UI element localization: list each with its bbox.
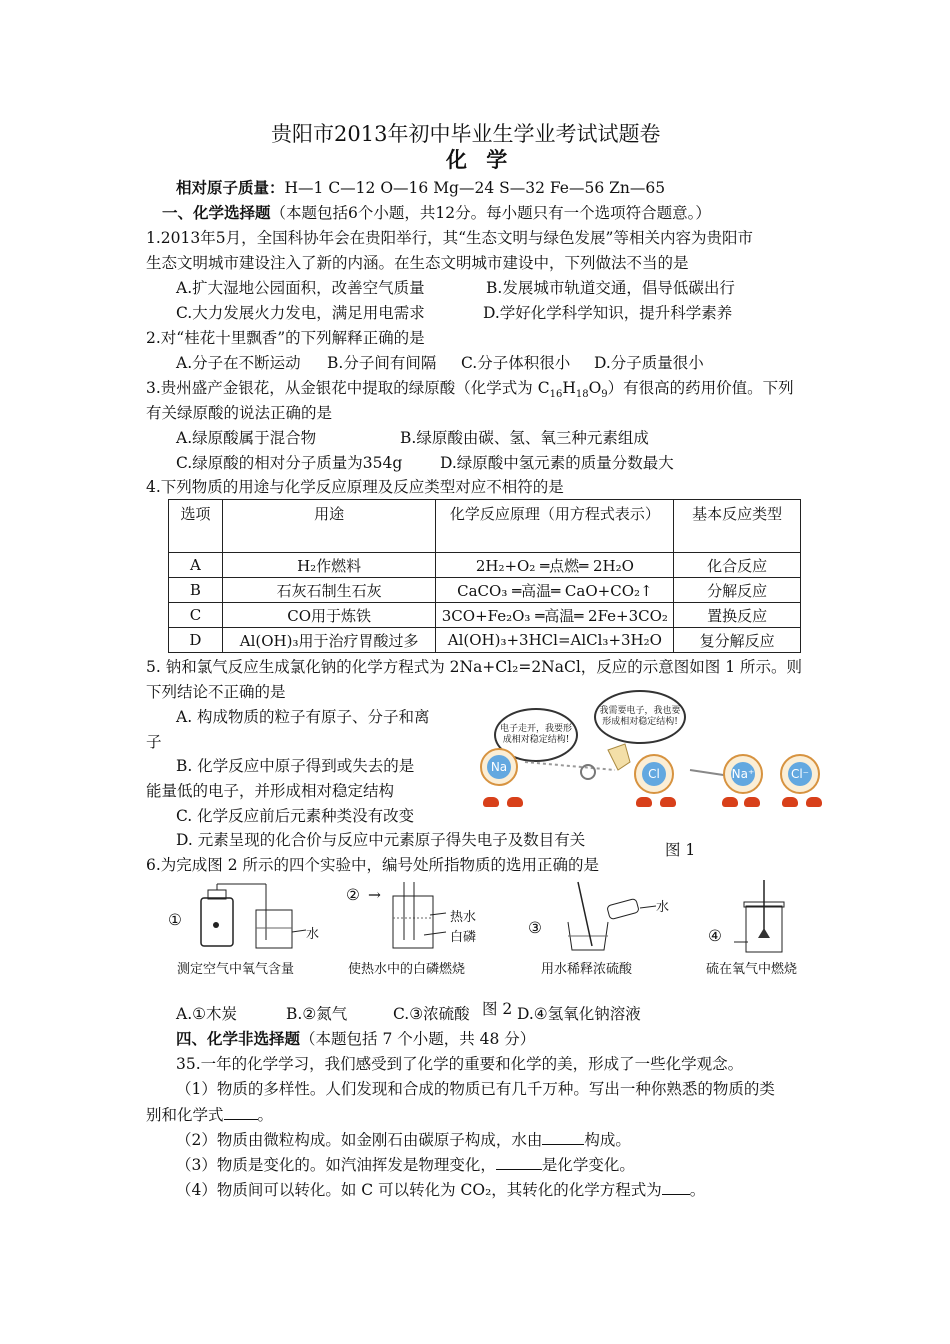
answer-blank[interactable]	[224, 1104, 258, 1120]
q2-stem: 2.对“桂花十里飘香”的下列解释正确的是	[146, 329, 425, 347]
q6-option-c: C.③浓硫酸	[393, 1005, 470, 1023]
q3-h: H	[562, 379, 576, 397]
q1-line2: 生态文明城市建设注入了新的内涵。在生态文明城市建设中，下列做法不当的是	[146, 254, 689, 272]
q4-header-use: 用途	[222, 500, 436, 553]
q6-stem: 6.为完成图 2 所示的四个实验中，编号处所指物质的选用正确的是	[146, 856, 600, 874]
section1-note: （本题包括6个小题，共12分。每小题只有一个选项符合题意。）	[270, 204, 711, 222]
speech-bubble-na: 电子走开，我要形成相对稳定结构!	[494, 708, 578, 762]
q2-option-a: A.分子在不断运动	[176, 354, 301, 372]
ion-na	[723, 754, 763, 794]
q35-p4-post: 。	[689, 1181, 706, 1199]
q3-o: O	[588, 379, 602, 397]
answer-blank[interactable]	[496, 1154, 542, 1170]
table-row	[169, 628, 801, 653]
atomic-mass-values: H—1 C—12 O—16 Mg—24 S—32 Fe—56 Zn—65	[284, 179, 666, 197]
q5-option-a-line2: 子	[146, 733, 162, 751]
q1-option-a: A.扩大湿地公园面积，改善空气质量	[176, 279, 425, 297]
q35-p4-pre: （4）物质间可以转化。如 C 可以转化为 CO₂，其转化的化学方程式为	[176, 1181, 662, 1199]
q2-option-d: D.分子质量很小	[594, 354, 704, 372]
atom-cl-label: Cl	[642, 762, 666, 786]
q4-cell-option: C	[169, 603, 223, 628]
subject-title: 化 学	[446, 147, 514, 172]
q35-p4	[176, 1179, 705, 1200]
q1-line1: 1.2013年5月，全国科协年会在贵阳举行，其“生态文明与绿色发展”等相关内容为贵阳市	[146, 229, 753, 247]
q4-cell-option: B	[169, 578, 223, 603]
q4-header-equation: 化学反应原理（用方程式表示）	[436, 500, 674, 553]
q3-option-b: B.绿原酸由碳、氢、氧三种元素组成	[400, 429, 649, 447]
atom-na-label: Na	[487, 755, 511, 779]
q4-header-type: 基本反应类型	[674, 500, 801, 553]
q5-line1: 5. 钠和氯气反应生成氯化钠的化学方程式为 2Na+Cl₂=2NaCl，反应的示意图如图 1 所示。则	[146, 658, 803, 676]
speech-bubble-cl: 我需要电子，我也要形成相对稳定结构!	[594, 690, 686, 744]
figure-1-caption: 图 1	[665, 841, 696, 859]
q5-option-c: C. 化学反应前后元素种类没有改变	[176, 807, 415, 825]
q4-cell-type: 化合反应	[674, 553, 801, 578]
q6-option-d: D.④氢氧化钠溶液	[517, 1005, 641, 1023]
exp2-arrow: →	[368, 886, 381, 904]
exp2-caption: 使热水中的白磷燃烧	[348, 962, 466, 977]
q4-cell-type: 复分解反应	[674, 628, 801, 653]
lab-apparatus-art	[168, 880, 818, 960]
exp3-caption: 用水稀释浓硫酸	[541, 962, 633, 977]
table-row	[169, 578, 801, 603]
q4-cell-equation: 2H₂+O₂ ═点燃═ 2H₂O	[436, 553, 674, 578]
q4-cell-use: CO用于炼铁	[222, 603, 436, 628]
q35-p2-post: 构成。	[584, 1131, 631, 1149]
q3-line1	[146, 378, 794, 405]
exp3-number: ③	[528, 919, 542, 937]
q35-p3-pre: （3）物质是变化的。如汽油挥发是物理变化，	[176, 1156, 496, 1174]
section1-heading	[162, 203, 711, 223]
q5-option-d: D. 元素呈现的化合价与反应中元素原子得失电子及数目有关	[176, 831, 586, 849]
q35-p1-line1: （1）物质的多样性。人们发现和合成的物质已有几千万种。写出一种你熟悉的物质的类	[176, 1080, 775, 1098]
atomic-mass-line	[176, 178, 665, 198]
q3-line1-pre: 3.贵州盛产金银花，从金银花中提取的绿原酸（化学式为 C	[146, 379, 550, 397]
shoe-icon	[660, 797, 676, 807]
shoe-icon	[744, 797, 760, 807]
exp2-label-white-phosphorus: 白磷	[450, 930, 477, 945]
atom-na	[480, 748, 518, 786]
ion-na-label: Na⁺	[731, 762, 755, 786]
exp4-caption: 硫在氧气中燃烧	[706, 962, 798, 977]
q4-cell-type: 分解反应	[674, 578, 801, 603]
shoe-icon	[483, 797, 499, 807]
atomic-mass-label: 相对原子质量：	[176, 178, 285, 197]
table-row	[169, 603, 801, 628]
shoe-icon	[507, 797, 523, 807]
q4-cell-equation: Al(OH)₃+3HCl=AlCl₃+3H₂O	[436, 628, 674, 653]
q4-cell-option: A	[169, 553, 223, 578]
answer-blank[interactable]	[542, 1129, 584, 1145]
q5-line2: 下列结论不正确的是	[146, 683, 286, 701]
q3-option-a: A.绿原酸属于混合物	[176, 429, 317, 447]
section4-note: （本题包括 7 个小题，共 48 分）	[300, 1030, 536, 1048]
q1-option-d: D.学好化学科学知识，提升科学素养	[483, 304, 733, 322]
exp2-label-hot-water: 热水	[450, 910, 477, 925]
q35-p3-post: 是化学变化。	[541, 1156, 635, 1174]
q35-p1-line2-pre: 别和化学式	[146, 1106, 224, 1124]
q6-option-a: A.①木炭	[176, 1005, 238, 1023]
q5-option-a-line1: A. 构成物质的粒子有原子、分子和离	[176, 708, 430, 726]
ion-cl-label: Cl⁻	[788, 762, 812, 786]
q5-option-b-line1: B. 化学反应中原子得到或失去的是	[176, 757, 415, 775]
q5-option-b-line2: 能量低的电子，并形成相对稳定结构	[146, 782, 395, 800]
answer-blank[interactable]	[662, 1179, 690, 1195]
exam-title: 贵阳市2013年初中毕业生学业考试试题卷	[271, 122, 661, 146]
q4-stem: 4.下列物质的用途与化学反应原理及反应类型对应不相符的是	[146, 478, 564, 496]
exp3-label-water: 水	[656, 900, 670, 915]
table-row	[169, 553, 801, 578]
exp2-number: ②	[346, 886, 360, 904]
q4-cell-use: H₂作燃料	[222, 553, 436, 578]
section4-title: 四、化学非选择题	[176, 1029, 301, 1048]
q4-cell-equation: CaCO₃ ═高温═ CaO+CO₂↑	[436, 578, 674, 603]
q4-table	[168, 499, 801, 653]
exp1-label-water: 水	[306, 927, 320, 942]
q3-sub-o: 9	[601, 389, 608, 401]
q2-option-c: C.分子体积很小	[461, 354, 571, 372]
exp4-number: ④	[708, 927, 722, 945]
exp1-number: ①	[168, 911, 182, 929]
ion-cl	[780, 754, 820, 794]
q4-cell-use: Al(OH)₃用于治疗胃酸过多	[222, 628, 436, 653]
q35-stem: 35.一年的化学学习，我们感受到了化学的重要和化学的美，形成了一些化学观念。	[176, 1055, 744, 1073]
q4-cell-option: D	[169, 628, 223, 653]
figure-2-caption: 图 2	[482, 1000, 513, 1018]
atom-cl	[634, 754, 674, 794]
section4-heading	[176, 1029, 535, 1049]
shoe-icon	[636, 797, 652, 807]
q4-header-option: 选项	[169, 500, 223, 553]
shoe-icon	[782, 797, 798, 807]
q3-option-c: C.绿原酸的相对分子质量为354g	[176, 454, 403, 472]
q3-sub-h: 18	[575, 389, 589, 401]
q3-line2: 有关绿原酸的说法正确的是	[146, 404, 333, 422]
q3-option-d: D.绿原酸中氢元素的质量分数最大	[440, 454, 674, 472]
q35-p2-pre: （2）物质由微粒构成。如金刚石由碳原子构成，水由	[176, 1131, 543, 1149]
shoe-icon	[806, 797, 822, 807]
q2-option-b: B.分子间有间隔	[327, 354, 437, 372]
shoe-icon	[722, 797, 738, 807]
section1-title: 一、化学选择题	[162, 203, 271, 222]
q35-p2	[176, 1129, 631, 1150]
q4-cell-use: 石灰石制生石灰	[222, 578, 436, 603]
q3-sub-c: 16	[549, 389, 563, 401]
exp1-caption: 测定空气中氧气含量	[177, 962, 295, 977]
q4-header-row	[169, 500, 801, 553]
q1-option-c: C.大力发展火力发电，满足用电需求	[176, 304, 425, 322]
q35-p1-line2-post: 。	[257, 1106, 274, 1124]
q3-line1-post: ）有很高的药用价值。下列	[607, 379, 794, 397]
q1-option-b: B.发展城市轨道交通，倡导低碳出行	[486, 279, 735, 297]
q6-option-b: B.②氮气	[286, 1005, 348, 1023]
q35-p1-line2	[146, 1104, 273, 1125]
q4-cell-equation: 3CO+Fe₂O₃ ═高温═ 2Fe+3CO₂	[436, 603, 674, 628]
q35-p3	[176, 1154, 635, 1175]
q4-cell-type: 置换反应	[674, 603, 801, 628]
